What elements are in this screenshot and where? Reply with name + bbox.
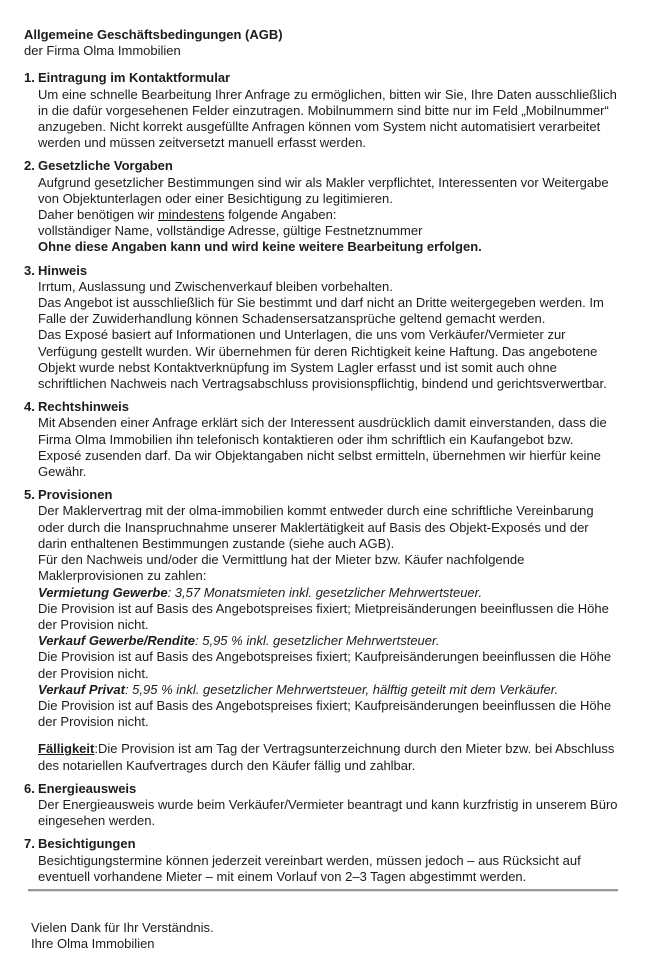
section-title: Energieausweis (38, 780, 137, 796)
text-run: : 5,95 % inkl. gesetzlicher Mehrwertsteuer, hälftig geteilt mit dem Verkäufer. (124, 681, 559, 697)
section-body (38, 853, 620, 885)
section-number: 2. (24, 158, 35, 174)
section-title: Gesetzliche Vorgaben (38, 158, 173, 174)
section (24, 487, 620, 773)
document-header (24, 27, 620, 59)
paragraph (38, 741, 620, 773)
paragraph (38, 239, 620, 255)
paragraph (38, 601, 620, 633)
paragraph (38, 175, 620, 207)
section-number: 6. (24, 780, 35, 796)
paragraph (38, 682, 620, 698)
section-body (38, 87, 620, 152)
paragraph (38, 223, 620, 239)
text-run: :Die Provision ist am Tag der Vertragsunterzeichnung durch den Mieter bzw. bei Abschluss des notariellen Kaufvertrages durch den Käufer fällig und zahlbar. (38, 741, 615, 773)
text-run: Vermietung Gewerbe (38, 584, 168, 600)
document-subtitle: der Firma Olma Immobilien (24, 43, 181, 59)
document-title: Allgemeine Geschäftsbedingungen (AGB) (24, 27, 283, 42)
text-run: : 5,95 % inkl. gesetzlicher Mehrwertsteuer. (195, 633, 440, 649)
text-run: Für den Nachweis und/oder die Vermittlung hat der Mieter bzw. Käufer nachfolgende Maklerprovisionen zu zahlen: (38, 552, 525, 584)
footer-thanks-line: Vielen Dank für Ihr Verständnis. (31, 919, 214, 935)
section-number: 4. (24, 399, 35, 415)
text-run: Irrtum, Auslassung und Zwischenverkauf bleiben vorbehalten. (38, 278, 393, 294)
section-heading (24, 781, 620, 797)
text-run: Der Energieausweis wurde beim Verkäufer/Vermieter beantragt und kann kurzfristig in unserem Büro eingesehen werden. (38, 796, 618, 829)
text-run: Mit Absenden einer Anfrage erklärt sich der Interessent ausdrücklich damit einverstanden, dass die Firma Olma Immobilien ihn telefonisch kontaktieren oder ihm schriftlich ein Kaufangebot bzw. Exposé zusenden darf. Da wir Objektangaben nicht selbst ermitteln, übernehmen wir hierfür keine Gewähr. (38, 415, 607, 480)
paragraph (38, 503, 620, 552)
section-number: 1. (24, 70, 35, 86)
section (24, 836, 620, 885)
paragraph (38, 585, 620, 601)
section-heading (24, 263, 620, 279)
divider-line-top (28, 889, 618, 891)
text-run: Um eine schnelle Bearbeitung Ihrer Anfrage zu ermöglichen, bitten wir Sie, Ihre Daten ausschließlich in die dafür vorgesehenen Felder einzutragen. Mobilnummern sind bitte nur im Feld „Mobilnummer“ anzugeben. Nicht korrekt ausgefüllte Anfragen können vom System nicht automatisiert verarbeitet werden und müssen zeitversetzt manuell erfasst werden. (38, 86, 617, 151)
text-run: Verkauf Gewerbe/Rendite (38, 633, 196, 649)
text-run: mindestens (157, 207, 225, 223)
paragraph (38, 87, 620, 152)
section-heading (24, 399, 620, 415)
section-heading (24, 836, 620, 852)
text-run: Daher benötigen wir (38, 207, 158, 223)
section-number: 7. (24, 836, 35, 852)
section (24, 399, 620, 480)
text-run: : 3,57 Monatsmieten inkl. gesetzlicher Mehrwertsteuer. (167, 584, 483, 600)
section-number: 3. (24, 262, 35, 278)
paragraph (38, 698, 620, 730)
text-run: Ohne diese Angaben kann und wird keine weitere Bearbeitung erfolgen. (38, 239, 482, 255)
section-title: Hinweis (38, 262, 88, 278)
section (24, 70, 620, 151)
text-run: Besichtigungstermine können jederzeit vereinbart werden, müssen jedoch – aus Rücksicht auf eventuell vorhandene Mieter – mit einem Vorlauf von 2–3 Tagen abgestimmt werden. (38, 852, 581, 884)
document-footer (31, 920, 620, 952)
section-number: 5. (24, 487, 35, 503)
footer-signature-line: Ihre Olma Immobilien (31, 936, 155, 952)
text-run: Die Provision ist auf Basis des Angebotspreises fixiert; Kaufpreisänderungen beeinflussen die Höhe der Provision nicht. (38, 697, 612, 730)
text-run: Das Exposé basiert auf Informationen und Unterlagen, die uns vom Verkäufer/Vermieter zur Verfügung gestellt wurden. Wir übernehmen für deren Richtigkeit keine Haftung. Das angebotene Objekt wurde nebst Kontaktverknüpfung im System Lagler erfasst und ist somit auch ohne schriftlichen Nachweis nach Vertragsabschluss provisionspflichtig, bindend und gerichtsverwertbar. (38, 327, 607, 392)
section-body (38, 797, 620, 829)
section (24, 781, 620, 830)
paragraph (38, 207, 620, 223)
section-body (38, 415, 620, 480)
text-run: Der Maklervertrag mit der olma-immobilien kommt entweder durch eine schriftliche Vereinbarung oder durch die Inanspruchnahme unserer Maklertätigkeit auf Basis des Objekt-Exposés und der darin enthaltenen Bestimmungen zustande (siehe auch AGB). (38, 503, 594, 551)
sections (24, 70, 620, 885)
paragraph (38, 327, 620, 392)
paragraph (38, 649, 620, 681)
text-run: Die Provision ist auf Basis des Angebotspreises fixiert; Kaufpreisänderungen beeinflussen die Höhe der Provision nicht. (38, 649, 612, 681)
text-run: Das Angebot ist ausschließlich für Sie bestimmt und darf nicht an Dritte weitergegeben werden. Im Falle der Zuwiderhandlung können Schadensersatzansprüche geltend gemacht werden. (38, 295, 604, 327)
section-heading (24, 70, 620, 86)
section-body (38, 279, 620, 392)
text-run: Aufgrund gesetzlicher Bestimmungen sind wir als Makler verpflichtet, Interessenten vor Weitergabe von Objektunterlagen oder einer Besichtigung zu legitimieren. (38, 174, 609, 206)
paragraph (38, 295, 620, 327)
section (24, 158, 620, 255)
paragraph (38, 853, 620, 885)
section-body (38, 175, 620, 256)
text-run: folgende Angaben: (224, 207, 337, 223)
paragraph (38, 552, 620, 584)
text-run: Fälligkeit (38, 741, 95, 757)
paragraph (38, 633, 620, 649)
section-title: Eintragung im Kontaktformular (38, 70, 231, 86)
paragraph (38, 279, 620, 295)
text-run: vollständiger Name, vollständige Adresse, gültige Festnetznummer (38, 223, 423, 239)
text-run: Verkauf Privat (38, 681, 125, 697)
section-body (38, 503, 620, 773)
section-title: Besichtigungen (38, 836, 136, 852)
section-heading (24, 158, 620, 174)
section-heading (24, 487, 620, 503)
paragraph (38, 797, 620, 829)
paragraph (38, 415, 620, 480)
section (24, 263, 620, 393)
text-run: Die Provision ist auf Basis des Angebotspreises fixiert; Mietpreisänderungen beeinflussen die Höhe der Provision nicht. (38, 600, 609, 632)
section-title: Rechtshinweis (38, 399, 130, 415)
section-title: Provisionen (38, 487, 113, 503)
